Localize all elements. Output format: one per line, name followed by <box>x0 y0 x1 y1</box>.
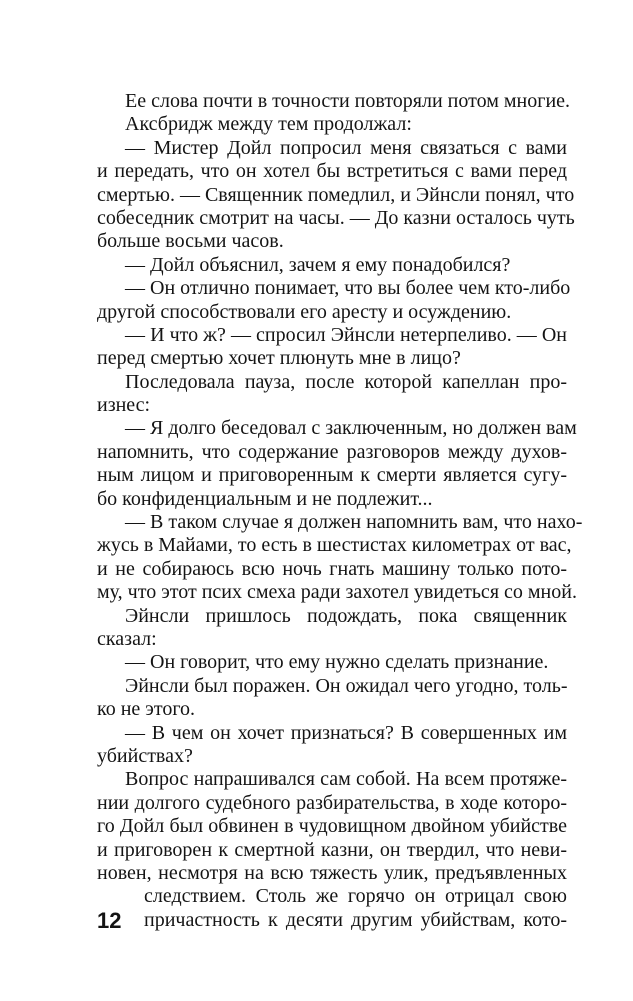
text-line: собеседник смотрит на часы. — До казни осталось чуть <box>97 206 575 229</box>
text-line: изнес: <box>97 394 151 417</box>
text-line: Последовала пауза, после которой капеллан про- <box>125 370 567 393</box>
text-line: — Дойл объяснил, зачем я ему понадобился? <box>125 253 511 276</box>
text-line: му, что этот псих смеха ради захотел увидеться со мной. <box>97 581 577 604</box>
text-line: ным лицом и приговоренным к смерти является сугу- <box>97 464 567 487</box>
text-line: больше восьми часов. <box>97 230 284 253</box>
text-line: и не собираюсь всю ночь гнать машину только пото- <box>97 557 567 580</box>
text-line: напомнить, что содержание разговоров между духов- <box>97 440 567 463</box>
text-line: причастность к десяти другим убийствам, кото- <box>144 908 567 931</box>
page-number: 12 <box>97 907 122 933</box>
text-line: убийствах? <box>97 744 193 767</box>
text-line: — Он говорит, что ему нужно сделать признание. <box>125 651 549 674</box>
text-line: и приговорен к смертной казни, он твердил, что неви- <box>97 838 567 861</box>
text-line: Вопрос напрашивался сам собой. На всем протяже- <box>125 768 567 791</box>
text-line: нии долгого судебного разбирательства, в ходе которо- <box>97 791 567 814</box>
text-line: го Дойл был обвинен в чудовищном двойном убийстве <box>97 815 567 838</box>
book-page-text <box>97 90 583 933</box>
text-line: перед смертью хочет плюнуть мне в лицо? <box>97 347 461 370</box>
text-line: другой способствовали его аресту и осуждению. <box>97 300 512 323</box>
text-line: жусь в Майами, то есть в шестистах километрах от вас, <box>97 534 572 557</box>
text-line: новен, несмотря на всю тяжесть улик, предъявленных <box>97 861 567 884</box>
text-line: и передать, что он хотел бы встретиться с вами перед <box>97 160 567 183</box>
last-lines-with-page-number <box>97 885 567 932</box>
text-line: смертью. — Священник помедлил, и Эйнсли понял, что <box>97 183 575 206</box>
text-line: — В чем он хочет признаться? В совершенных им <box>125 721 567 744</box>
text-line: Ее слова почти в точности повторяли потом многие. <box>125 90 571 112</box>
text-line: Эйнсли пришлось подождать, пока священник <box>125 604 567 627</box>
text-line: Аксбридж между тем продолжал: <box>125 113 412 136</box>
text-line: — В таком случае я должен напомнить вам, что нахо- <box>125 511 583 534</box>
text-line: следствием. Столь же горячо он отрицал свою <box>144 885 567 908</box>
text-line: бо конфиденциальным и не подлежит... <box>97 487 433 510</box>
text-line: Эйнсли был поражен. Он ожидал чего угодно, толь- <box>125 674 568 697</box>
text-line: — Мистер Дойл попросил меня связаться с вами <box>125 136 567 159</box>
text-line: — Я долго беседовал с заключенным, но должен вам <box>125 417 577 440</box>
text-line: — Он отлично понимает, что вы более чем кто-либо <box>125 277 571 300</box>
text-line: сказал: <box>97 627 157 650</box>
text-line: ко не этого. <box>97 698 196 721</box>
text-line: — И что ж? — спросил Эйнсли нетерпеливо. — Он <box>125 323 567 346</box>
